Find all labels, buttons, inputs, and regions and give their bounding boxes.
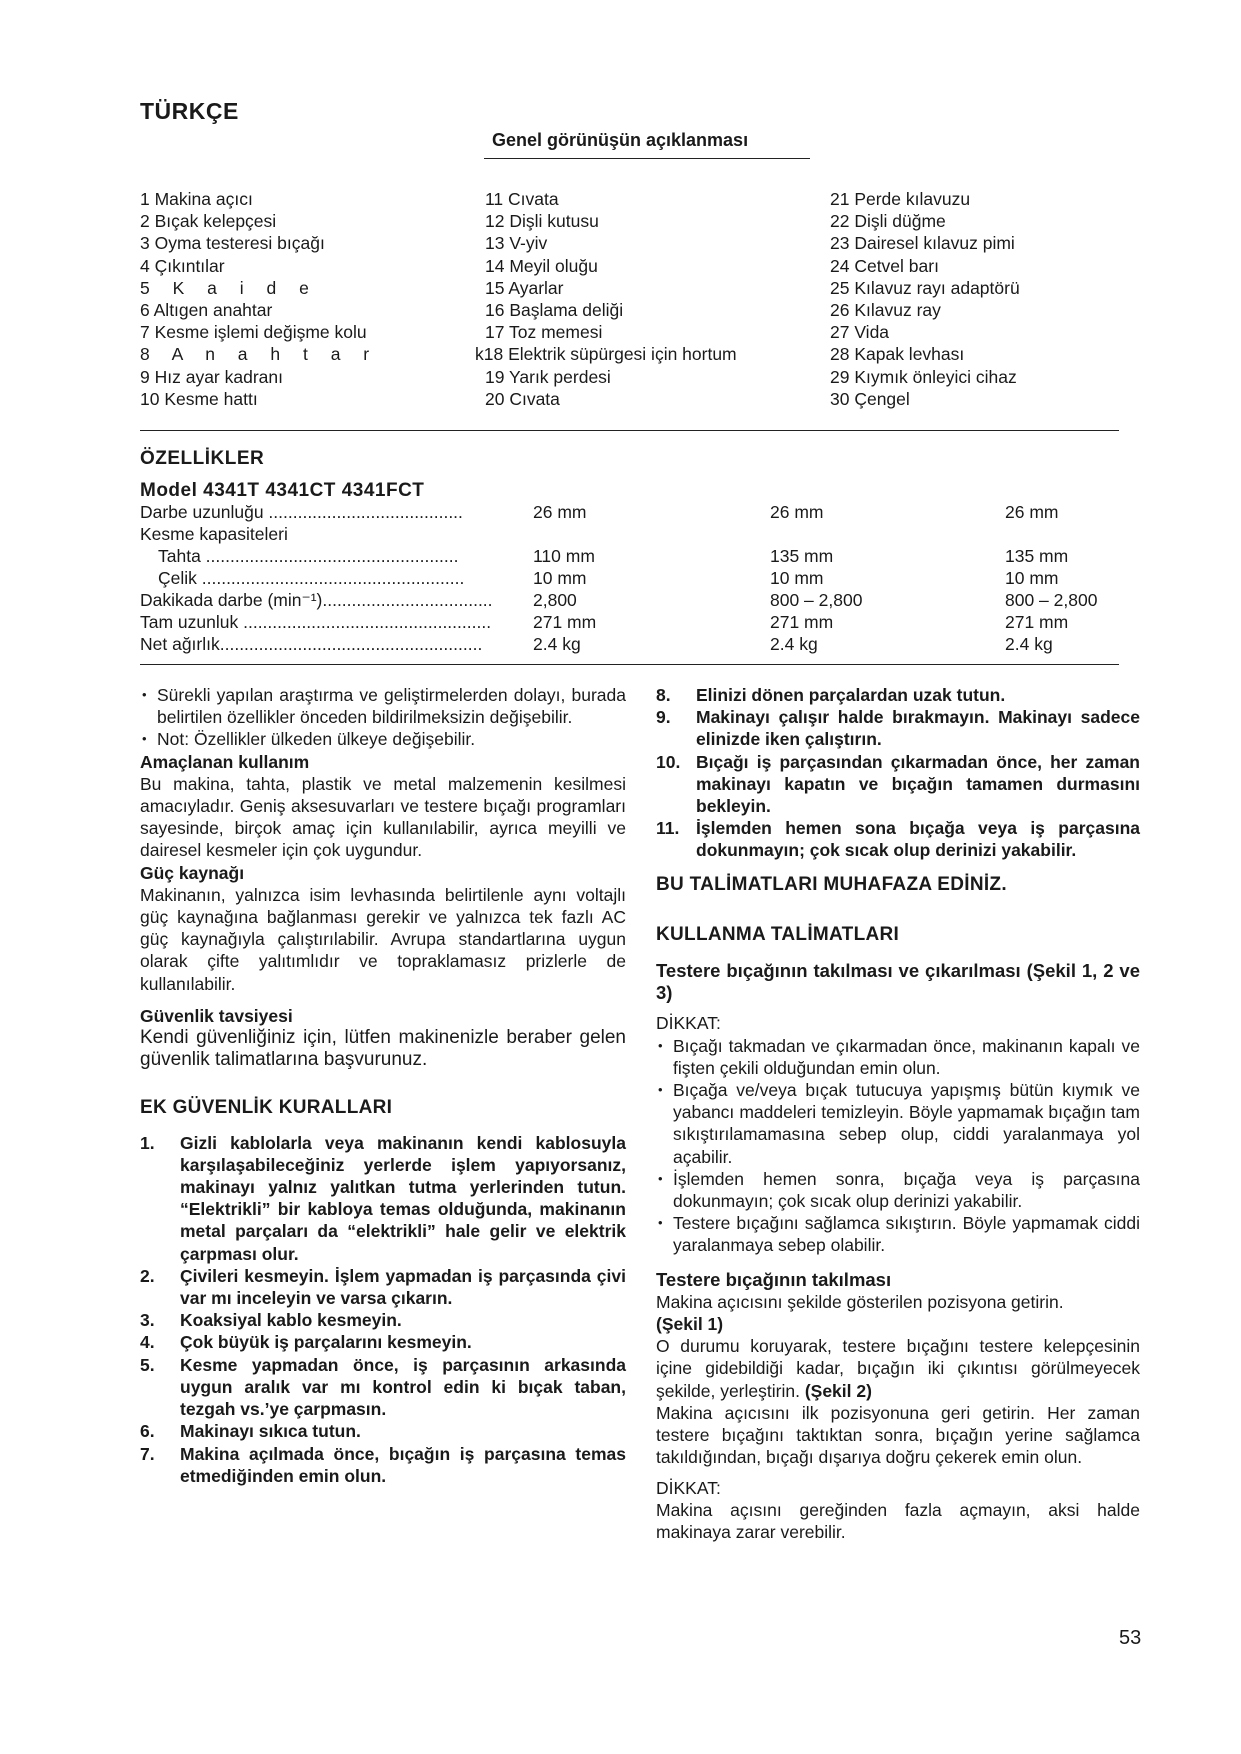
part-item: 23 Dairesel kılavuz pimi [830, 233, 1015, 254]
power-supply-text: Makinanın, yalnızca isim levhasında belirtilenle aynı voltajlı güç kaynağına bağlanması gerekir ve yalnızca tek fazlı AC güç kaynağıyla çalıştırılabilir. Avrupa standartlarına uygun olarak çifte yalıtımlıdır ve topraklamasız prizlerle de kullanılabilir. [140, 884, 626, 994]
rule-number: 9. [656, 707, 671, 728]
spec-label: Tahta .................................................... [158, 546, 459, 566]
spec-value-4341ct: 26 mm [770, 502, 824, 522]
part-item: 13 V-yiv [485, 233, 548, 254]
rule-number: 3. [140, 1310, 155, 1331]
part-item: 11 Cıvata [485, 189, 559, 209]
part-item: 20 Cıvata [485, 388, 560, 409]
part-item: 28 Kapak levhası [830, 344, 965, 365]
spec-row [140, 590, 1119, 612]
specs-model: Model 4341T 4341CT 4341FCT [140, 480, 425, 501]
part-item: 15 Ayarlar [485, 277, 564, 298]
rule-text: Makina açılmada önce, bıçağın iş parçasına temas etmediğinden emin olun. [180, 1443, 626, 1486]
part-item: 4 Çıkıntılar [140, 255, 225, 276]
spec-label: Çelik ...................................................... [158, 568, 465, 588]
safety-advice-title: Güvenlik tavsiyesi [140, 1005, 293, 1026]
spec-note: • Not: Özellikler ülkeden ülkeye değişebilir. [140, 728, 626, 750]
part-item: 25 Kılavuz rayı adaptörü [830, 277, 1020, 298]
overview-underline [484, 158, 810, 159]
caution-item: • Bıçağı takmadan ve çıkarmadan önce, makinanın kapalı ve fişten çekili olduğundan emin olun. [656, 1035, 1140, 1079]
language-heading: TÜRKÇE [140, 98, 239, 124]
left-column [140, 684, 626, 1487]
spec-value-4341ct: 135 mm [770, 546, 834, 566]
part-item: 1 Makina açıcı [140, 189, 253, 209]
spec-value-4341fct: 135 mm [1005, 546, 1069, 566]
spec-value-4341fct: 2.4 kg [1005, 634, 1053, 654]
safety-advice-text: Kendi güvenliğiniz için, lütfen makinenizle beraber gelen güvenlik talimatlarına başvurunuz. [140, 1027, 626, 1071]
part-item: 24 Cetvel barı [830, 255, 939, 276]
spec-value-4341ct: 271 mm [770, 612, 834, 632]
part-item: 5 K a i d e [140, 277, 311, 298]
rule-number: 2. [140, 1265, 155, 1286]
divider [140, 664, 1119, 665]
spec-label: Dakikada darbe (min⁻¹)................................... [140, 590, 493, 610]
spec-row [140, 568, 1119, 590]
part-item: 19 Yarık perdesi [485, 366, 611, 387]
rule-text: Çivileri kesmeyin. İşlem yapmadan iş parçasında çivi var mı inceleyin ve varsa çıkarın. [180, 1265, 626, 1309]
safety-rule [656, 684, 1140, 706]
part-item: 26 Kılavuz ray [830, 300, 941, 321]
spec-label: Net ağırlık...................................................... [140, 634, 483, 654]
safety-rule [140, 1443, 626, 1487]
mount-text [656, 1335, 1140, 1402]
safety-rule [656, 817, 1140, 861]
part-item: 30 Çengel [830, 388, 910, 409]
page-number: 53 [1119, 1627, 1142, 1649]
safety-rule [140, 1354, 626, 1421]
spec-label: Kesme kapasiteleri [140, 524, 288, 544]
mount-text: Makina açıcısını şekilde gösterilen pozisyona getirin. [656, 1291, 1064, 1312]
part-item: 17 Toz memesi [485, 322, 603, 343]
rule-number: 4. [140, 1332, 155, 1353]
rule-text: Çok büyük iş parçalarını kesmeyin. [180, 1332, 472, 1353]
rule-number: 7. [140, 1443, 155, 1464]
spec-value-4341t: 110 mm [533, 546, 595, 566]
part-item: 9 Hız ayar kadranı [140, 366, 283, 387]
mount-text: Makina açıcısını ilk pozisyonuna geri getirin. Her zaman testere bıçağını taktıktan sonra, bıçağın yerine sağlamca takıldığından, bıçağı dışarıya doğru çekerek emin olun. [656, 1402, 1140, 1468]
part-item: 6 Altıgen anahtar [140, 300, 273, 321]
rule-number: 6. [140, 1421, 155, 1442]
spec-value-4341t: 271 mm [533, 612, 597, 632]
overview-title: Genel görünüşün açıklanması [492, 130, 749, 150]
figure-reference: (Şekil 2) [804, 1380, 872, 1401]
parts-list-col-1 [140, 188, 371, 410]
spec-label: Tam uzunluk ................................................... [140, 612, 492, 632]
spec-value-4341t: 26 mm [533, 502, 587, 522]
safety-rule [140, 1420, 626, 1442]
figure-reference: (Şekil 1) [656, 1314, 724, 1335]
safety-rule [140, 1265, 626, 1309]
spec-value-4341ct: 800 – 2,800 [770, 590, 863, 610]
rule-text: Koaksiyal kablo kesmeyin. [180, 1310, 402, 1331]
divider [140, 430, 1119, 431]
part-item: 29 Kıymık önleyici cihaz [830, 366, 1017, 387]
part-item: 3 Oyma testeresi bıçağı [140, 233, 325, 254]
part-item: 2 Bıçak kelepçesi [140, 211, 277, 232]
caution-label: DİKKAT: [656, 1013, 721, 1034]
part-item: 7 Kesme işlemi değişme kolu [140, 322, 367, 343]
spec-value-4341t: 2.4 kg [533, 634, 581, 654]
spec-note: • Sürekli yapılan araştırma ve geliştirmelerden dolayı, burada belirtilen özellikler önceden bildirilmeksizin değişebilir. [140, 684, 626, 728]
spec-value-4341fct: 10 mm [1005, 568, 1059, 588]
rule-text: Kesme yapmadan önce, iş parçasının arkasında uygun aralık var mı kontrol edin ki bıçak taban, tezgah vs.’ye çarpmasın. [180, 1354, 626, 1420]
part-item: 22 Dişli düğme [830, 211, 946, 232]
rule-number: 10. [656, 751, 681, 772]
rule-text: Bıçağı iş parçasından çıkarmadan önce, her zaman makinayı kapatın ve bıçağın tamamen durmasını bekleyin. [696, 751, 1140, 817]
rule-text: Gizli kablolarla veya makinanın kendi kablosuyla karşılaşabileceğiniz yerlerde işlem yapıyorsanız, makinayı yalnız yalıtkan tutma yerlerinden tutun. “Elektrikli” bir kabloya temas olduğunda, makinanın metal parçaları da “elektrikli” hale gelir ve elektrik çarpması olur. [180, 1132, 626, 1264]
part-item: 10 Kesme hattı [140, 388, 258, 409]
spec-value-4341fct: 800 – 2,800 [1005, 590, 1098, 610]
specs-title: ÖZELLİKLER [140, 448, 265, 469]
spec-value-4341fct: 26 mm [1005, 502, 1059, 522]
spec-value-4341t: 2,800 [533, 590, 577, 610]
parts-list-col-3 [830, 188, 1020, 410]
blade-mount-title: Testere bıçağının takılması [656, 1268, 892, 1290]
caution-text: Makina açısını gereğinden fazla açmayın, aksi halde makinaya zarar verebilir. [656, 1499, 1140, 1542]
intended-use-text: Bu makina, tahta, plastik ve metal malzemenin kesilmesi amacıyladır. Geniş aksesuvarları ve testere bıçağı programları sayesinde, birçok amaç için kullanılabilir, ayrıca meyilli ve dairesel kesmeler için çok uygundur. [140, 773, 626, 861]
spec-value-4341ct: 10 mm [770, 568, 824, 588]
rule-text: İşlemden hemen sona bıçağa veya iş parçasına dokunmayın; çok sıcak olup derinizi yakabilir. [696, 818, 1140, 861]
rule-number: 8. [656, 685, 671, 705]
parts-list-col-2 [475, 188, 737, 410]
caution-item: • Bıçağa ve/veya bıçak tutucuya yapışmış bütün kıymık ve yabancı maddeleri temizleyin. Böyle yapmamak bıçağın tam sıkıştırılamamasına sebep olup, ciddi yaralanmaya yol açabilir. [656, 1079, 1140, 1168]
part-item: 8 A n a h t a r [140, 344, 372, 365]
additional-safety-rules-title: EK GÜVENLİK KURALLARI [140, 1097, 393, 1119]
spec-row [140, 612, 1119, 634]
spec-row [140, 634, 1119, 656]
part-item: k18 Elektrik süpürgesi için hortum [475, 344, 737, 365]
power-supply-title: Güç kaynağı [140, 862, 245, 883]
mount-text-span: O durumu koruyarak, testere bıçağını testere kelepçesinin içine gidebildiği kadar, bıçağın iki çıkıntısı görülmeyecek şekilde, yerleştirin. [656, 1336, 1140, 1401]
spec-value-4341t: 10 mm [533, 568, 587, 588]
spec-label: Darbe uzunluğu ........................................ [140, 502, 463, 522]
intended-use-title: Amaçlanan kullanım [140, 751, 310, 772]
spec-row [140, 546, 1119, 568]
part-item: 16 Başlama deliği [485, 300, 624, 321]
rule-text: Makinayı çalışır halde bırakmayın. Makinayı sadece elinizde iken çalıştırın. [696, 707, 1140, 750]
rule-number: 11. [656, 818, 680, 839]
operation-instructions-title: KULLANMA TALİMATLARI [656, 923, 900, 945]
spec-value-4341fct: 271 mm [1005, 612, 1069, 632]
part-item: 14 Meyil oluğu [485, 255, 598, 276]
keep-instructions: BU TALİMATLARI MUHAFAZA EDİNİZ. [656, 873, 1007, 895]
spec-row [140, 502, 1119, 524]
spec-row [140, 524, 1119, 546]
rule-number: 1. [140, 1132, 155, 1153]
safety-rule [656, 706, 1140, 750]
safety-rule [656, 751, 1140, 818]
caution-item: • Testere bıçağını sağlamca sıkıştırın. Böyle yapmamak ciddi yaralanmaya sebep olabilir. [656, 1212, 1140, 1256]
rule-text: Makinayı sıkıca tutun. [180, 1421, 361, 1442]
blade-install-title: Testere bıçağının takılması ve çıkarılması (Şekil 1, 2 ve 3) [656, 960, 1140, 1004]
safety-rule [140, 1132, 626, 1265]
rule-number: 5. [140, 1354, 155, 1375]
part-item: 27 Vida [830, 322, 890, 343]
caution-label: DİKKAT: [656, 1477, 721, 1498]
part-item: 21 Perde kılavuzu [830, 189, 971, 209]
part-item: 12 Dişli kutusu [485, 211, 599, 232]
right-column [656, 684, 1140, 1543]
safety-rule [140, 1331, 626, 1353]
rule-text: Elinizi dönen parçalardan uzak tutun. [696, 685, 1006, 705]
caution-item: • İşlemden hemen sonra, bıçağa veya iş parçasına dokunmayın; çok sıcak olup derinizi yakabilir. [656, 1168, 1140, 1212]
safety-rule [140, 1309, 626, 1331]
spec-value-4341ct: 2.4 kg [770, 634, 818, 654]
